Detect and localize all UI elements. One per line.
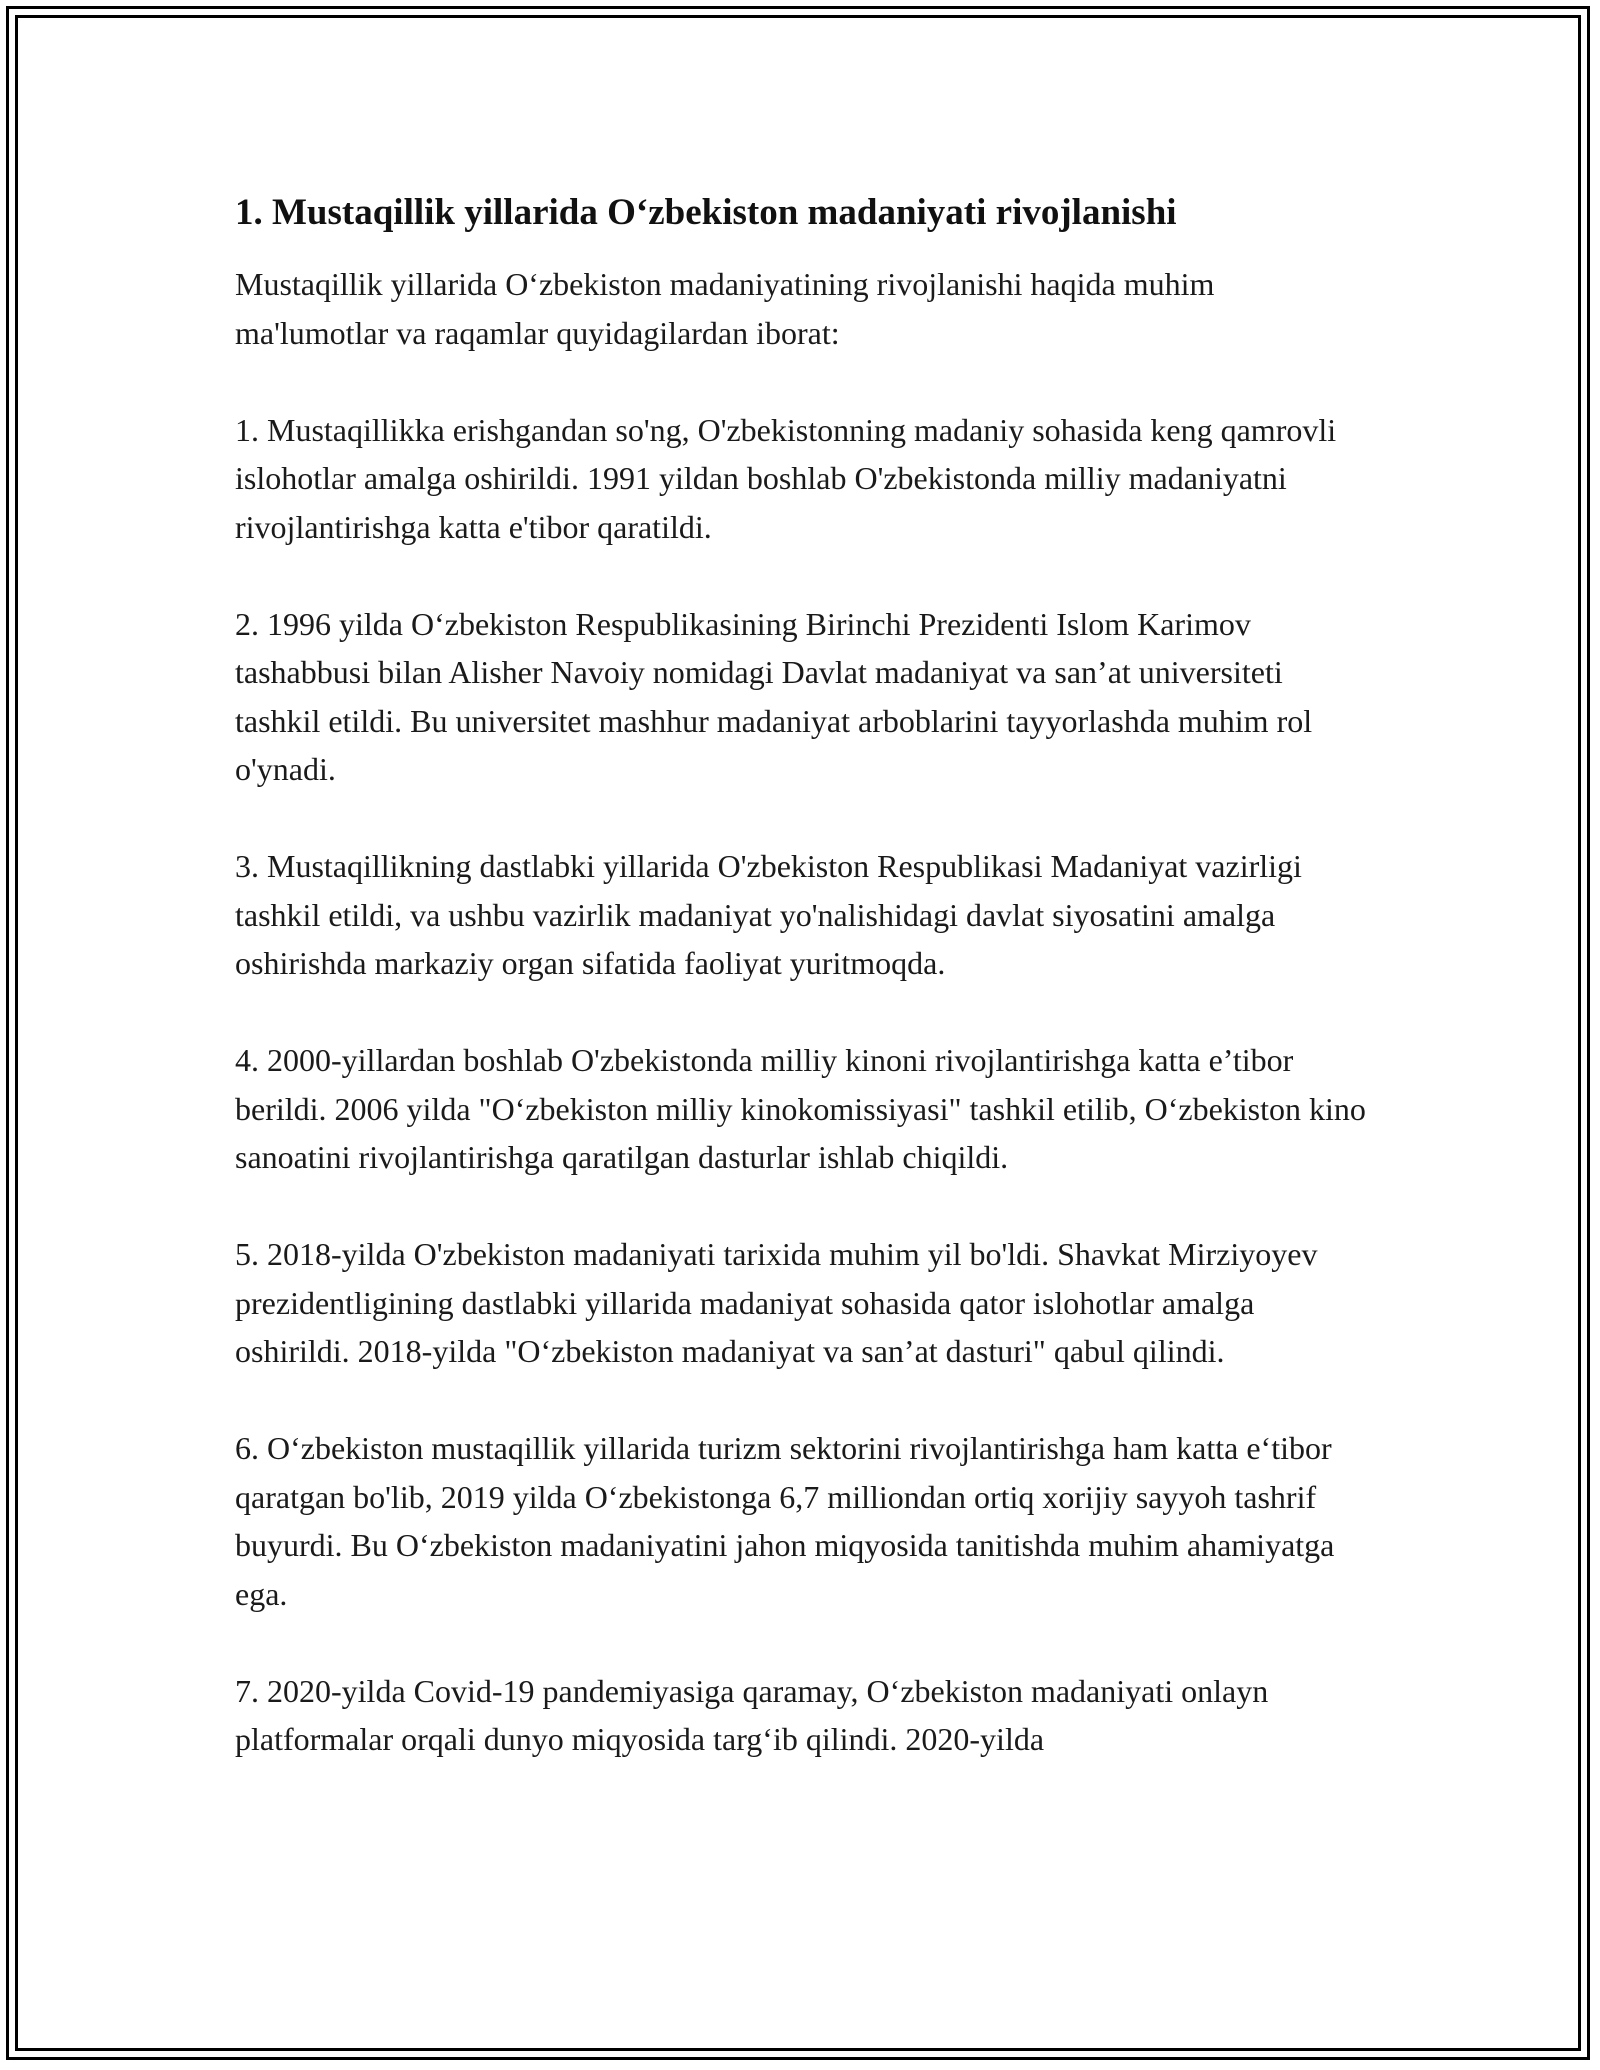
paragraph-3: 3. Mustaqillikning dastlabki yillarida O'zbekiston Respublikasi Madaniyat vazirligi tashkil etildi, va ushbu vazirlik madaniyat yo'nalishidagi davlat siyosatini amalga oshirishda markaziy organ sifatida faoliyat yuritmoqda.: [235, 848, 1302, 981]
document-title: 1. Mustaqillik yillarida O‘zbekiston madaniyati rivojlanishi: [235, 192, 1177, 233]
paragraph-1: 1. Mustaqillikka erishgandan so'ng, O'zbekistonning madaniy sohasida keng qamrovli islohotlar amalga oshirildi. 1991 yildan boshlab O'zbekistonda milliy madaniyatni rivojlantirishga katta e'tibor qaratildi.: [235, 411, 1337, 545]
paragraph-6: 6. O‘zbekiston mustaqillik yillarida turizm sektorini rivojlantirishga ham katta e‘tibor qaratgan bo'lib, 2019 yilda O‘zbekistonga 6,7 milliondan ortiq xorijiy sayyoh tashrif buyurdi. Bu O‘zbekiston madaniyatini jahon miqyosida tanitishda muhim ahamiyatga ega.: [235, 1430, 1335, 1612]
paragraph-4: 4. 2000-yillardan boshlab O'zbekistonda milliy kinoni rivojlantirishga katta e’tibor berildi. 2006 yilda "O‘zbekiston milliy kinokomissiyasi" tashkil etilib, O‘zbekiston kino sanoatini rivojlantirishga qaratilgan dasturlar ishlab chiqildi.: [235, 1042, 1366, 1175]
paragraph-7: 7. 2020-yilda Covid-19 pandemiyasiga qaramay, O‘zbekiston madaniyati onlayn platformalar orqali dunyo miqyosida targ‘ib qilindi. 2020-yilda: [235, 1672, 1269, 1757]
document-body: [235, 188, 1370, 1812]
paragraph-2: 2. 1996 yilda O‘zbekiston Respublikasining Birinchi Prezidenti Islom Karimov tashabbusi bilan Alisher Navoiy nomidagi Davlat madaniyat va san’at universiteti tashkil etildi. Bu universitet mashhur madaniyat arboblarini tayyorlashda muhim rol o'ynadi.: [235, 605, 1313, 787]
paragraph-5: 5. 2018-yilda O'zbekiston madaniyati tarixida muhim yil bo'ldi. Shavkat Mirziyoyev prezidentligining dastlabki yillarida madaniyat sohasida qator islohotlar amalga oshirildi. 2018-yilda "O‘zbekiston madaniyat va san’at dasturi" qabul qilindi.: [235, 1236, 1318, 1369]
intro-paragraph: Mustaqillik yillarida O‘zbekiston madaniyatining rivojlanishi haqida muhim ma'lumotlar va raqamlar quyidagilardan iborat:: [235, 266, 1215, 351]
